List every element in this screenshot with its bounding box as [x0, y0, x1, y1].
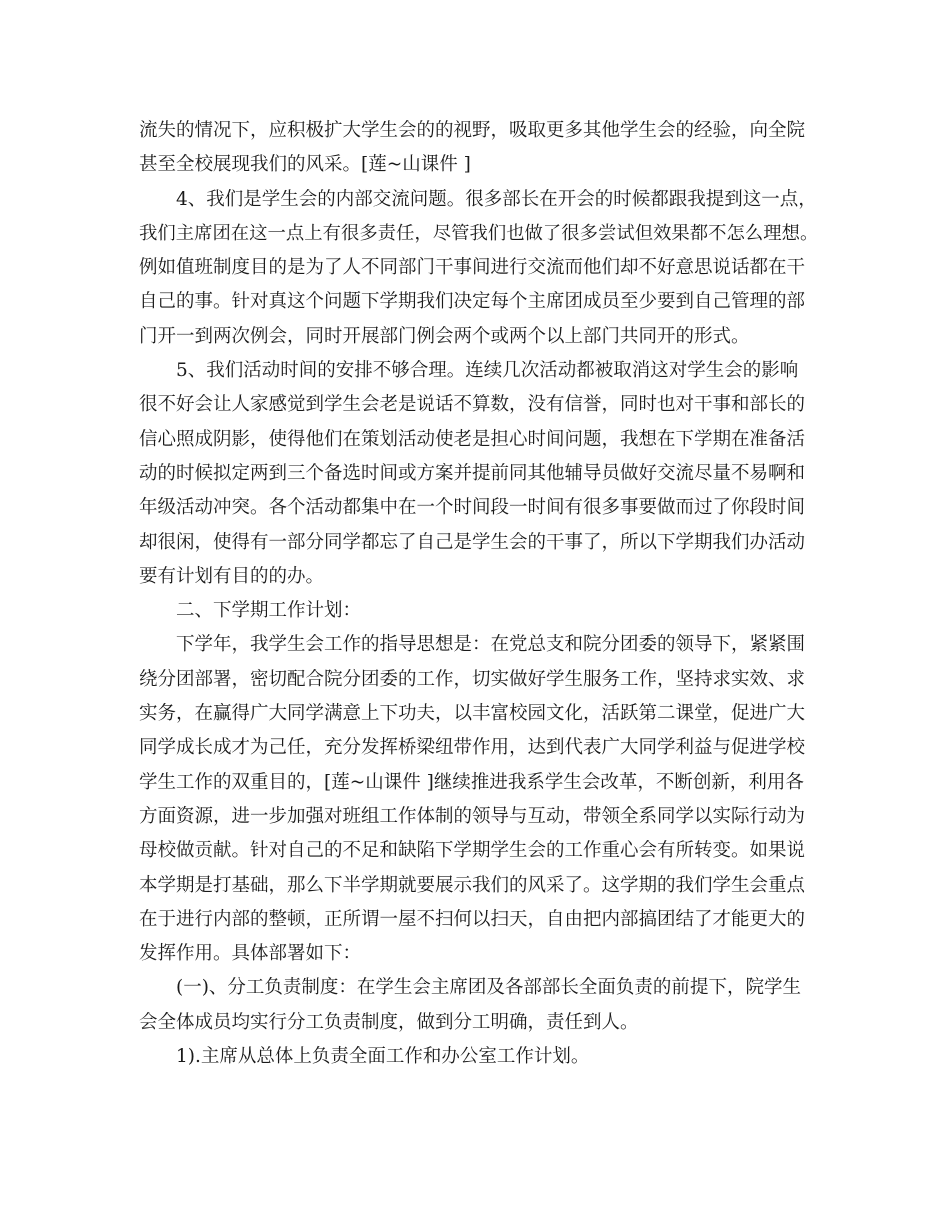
text-line: 动的时候拟定两到三个备选时间或方案并提前同其他辅导员做好交流尽量不易啊和 — [139, 462, 806, 484]
text-line: 例如值班制度目的是为了人不同部门干事间进行交流而他们却不好意思说话都在干 — [139, 257, 806, 279]
text-line: 1).主席从总体上负责全面工作和办公室工作计划。 — [176, 1046, 590, 1068]
text-line: 下学年，我学生会工作的指导思想是：在党总支和院分团委的领导下，紧紧围 — [176, 634, 806, 656]
text-line: 我们主席团在这一点上有很多责任，尽管我们也做了很多尝试但效果都不怎么理想。 — [139, 222, 819, 244]
text-line: 学生工作的双重目的，[莲~山课件 ]继续推进我系学生会改革，不断创新，利用各 — [139, 771, 804, 793]
text-line: 5、我们活动时间的安排不够合理。连续几次活动都被取消这对学生会的影响 — [176, 360, 799, 382]
text-line: 本学期是打基础，那么下半学期就要展示我们的风采了。这学期的我们学生会重点 — [139, 874, 806, 896]
text-line: 二、下学期工作计划： — [176, 600, 362, 622]
text-line: 在于进行内部的整顿，正所谓一屋不扫何以扫天，自由把内部搞团结了才能更大的 — [139, 908, 806, 930]
text-line: 却很闲，使得有一部分同学都忘了自己是学生会的干事了，所以下学期我们办活动 — [139, 531, 806, 553]
text-line: 门开一到两次例会，同时开展部门例会两个或两个以上部门共同开的形式。 — [139, 325, 750, 347]
document-body — [139, 114, 819, 1074]
text-line: (一)、分工负责制度：在学生会主席团及各部部长全面负责的前提下，院学生 — [176, 977, 801, 999]
text-line: 实务，在赢得广大同学满意上下功夫，以丰富校园文化，活跃第二课堂，促进广大 — [139, 703, 806, 725]
text-line: 流失的情况下，应积极扩大学生会的的视野，吸取更多其他学生会的经验，向全院 — [139, 120, 806, 141]
text-line: 自己的事。针对真这个问题下学期我们决定每个主席团成员至少要到自己管理的部 — [139, 291, 806, 313]
text-line: 母校做贡献。针对自己的不足和缺陷下学期学生会的工作重心会有所转变。如果说 — [139, 840, 806, 862]
text-line: 同学成长成才为己任，充分发挥桥梁纽带作用，达到代表广大同学利益与促进学校 — [139, 737, 806, 759]
text-line: 信心照成阴影，使得他们在策划活动使老是担心时间问题，我想在下学期在准备活 — [139, 428, 806, 450]
text-line: 发挥作用。具体部署如下： — [139, 943, 362, 965]
text-line: 4、我们是学生会的内部交流问题。很多部长在开会的时候都跟我提到这一点， — [176, 188, 817, 210]
text-line: 甚至全校展现我们的风采。[莲~山课件 ] — [139, 154, 471, 176]
text-line: 方面资源，进一步加强对班组工作体制的领导与互动，带领全系同学以实际行动为 — [139, 805, 806, 827]
text-line: 年级活动冲突。各个活动都集中在一个时间段一时间有很多事要做而过了你段时间 — [139, 497, 806, 519]
text-line: 很不好会让人家感觉到学生会老是说话不算数，没有信誉，同时也对干事和部长的 — [139, 394, 806, 416]
text-line: 绕分团部署，密切配合院分团委的工作，切实做好学生服务工作，坚持求实效、求 — [139, 668, 806, 690]
text-line: 会全体成员均实行分工负责制度，做到分工明确，责任到人。 — [139, 1011, 639, 1033]
text-line: 要有计划有目的的办。 — [139, 565, 325, 587]
